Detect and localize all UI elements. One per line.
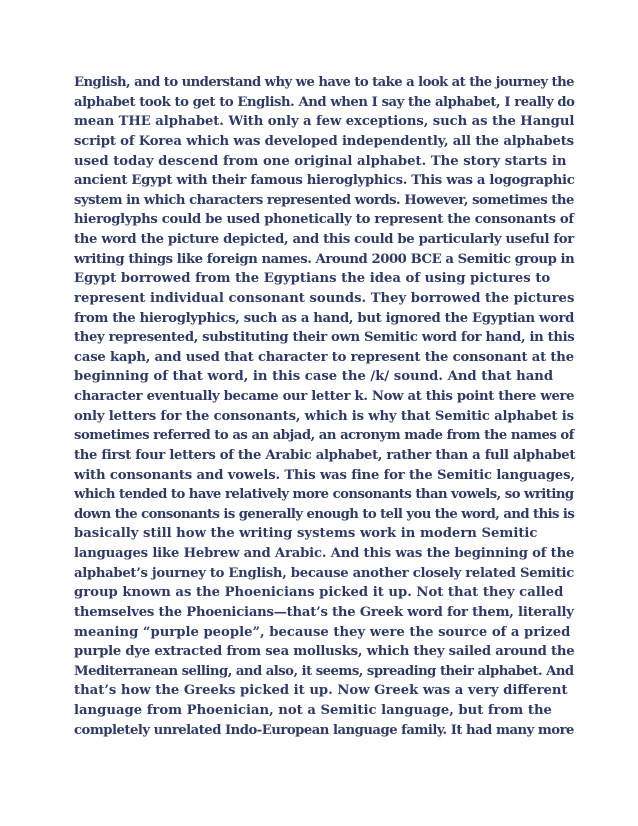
body-paragraph [74, 73, 574, 740]
text-line: Mediterranean selling, and also, it seems, spreading their alphabet. And [74, 663, 574, 679]
text-line: down the consonants is generally enough to tell you the word, and this is [74, 506, 575, 522]
text-line: group known as the Phoenicians picked it up. Not that they called [74, 585, 564, 601]
text-line: meaning “purple people”, because they were the source of a prized [74, 624, 571, 640]
text-line: languages like Hebrew and Arabic. And this was the beginning of the [74, 546, 575, 561]
text-line: which tended to have relatively more consonants than vowels, so writing [74, 487, 574, 503]
text-line: used today descend from one original alphabet. The story starts in [74, 153, 567, 169]
text-line: purple dye extracted from sea mollusks, which they sailed around the [74, 644, 575, 660]
text-line: alphabet’s journey to English, because another closely related Semitic [74, 565, 574, 581]
text-line: the first four letters of the Arabic alphabet, rather than a full alphabet [74, 447, 576, 463]
text-line: basically still how the writing systems work in modern Semitic [74, 526, 538, 542]
text-line: script of Korea which was developed independently, all the alphabets [74, 133, 574, 149]
text-line: beginning of that word, in this case the /k/ sound. And that hand [74, 369, 554, 385]
text-line: themselves the Phoenicians—that’s the Greek word for them, literally [74, 604, 574, 620]
text-line: mean THE alphabet. With only a few exceptions, such as the Hangul [74, 114, 575, 130]
text-line: ancient Egypt with their famous hieroglyphics. This was a logographic [74, 173, 575, 189]
text-line: they represented, substituting their own Semitic word for hand, in this [74, 330, 575, 346]
text-line: Egypt borrowed from the Egyptians the idea of using pictures to [74, 271, 551, 287]
text-line: that’s how the Greeks picked it up. Now Greek was a very different [74, 683, 568, 699]
text-line: from the hieroglyphics, such as a hand, but ignored the Egyptian word [74, 310, 574, 326]
text-line: language from Phoenician, not a Semitic language, but from the [74, 703, 552, 718]
text-line: the word the picture depicted, and this could be particularly useful for [74, 232, 574, 247]
text-line: English, and to understand why we have to take a look at the journey the [74, 75, 574, 90]
text-line: case kaph, and used that character to represent the consonant at the [74, 349, 574, 365]
text-line: represent individual consonant sounds. They borrowed the pictures [74, 290, 575, 306]
text-line: character eventually became our letter k. Now at this point there were [74, 389, 575, 404]
text-line: system in which characters represented words. However, sometimes the [74, 192, 574, 208]
text-line: writing things like foreign names. Around 2000 BCE a Semitic group in [74, 251, 575, 267]
text-line: sometimes referred to as an abjad, an acronym made from the names of [74, 428, 574, 444]
text-line: only letters for the consonants, which is why that Semitic alphabet is [74, 408, 574, 424]
text-line: completely unrelated Indo-European language family. It had many more [74, 722, 574, 738]
text-line: alphabet took to get to English. And when I say the alphabet, I really do [74, 94, 575, 110]
text-line: with consonants and vowels. This was fine for the Semitic languages, [74, 467, 575, 483]
text-line: hieroglyphs could be used phonetically to represent the consonants of [74, 212, 574, 228]
